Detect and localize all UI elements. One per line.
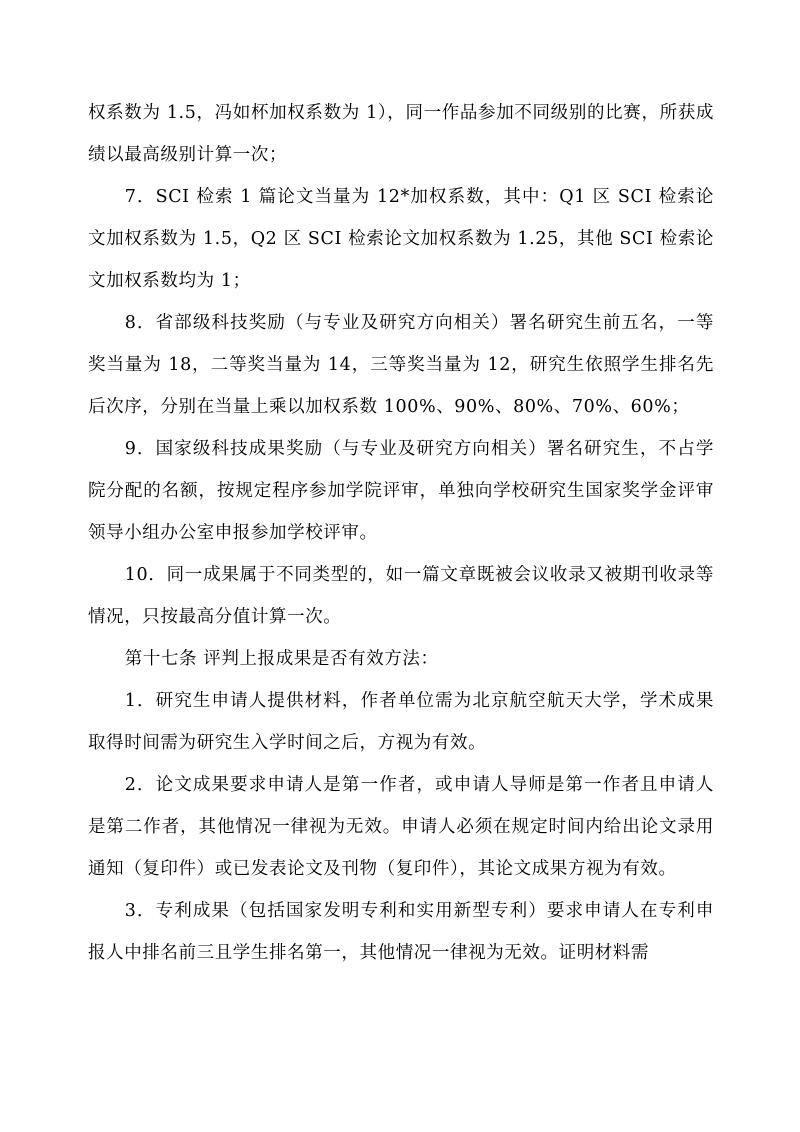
paragraph-article-17-item-1: 1．研究生申请人提供材料，作者单位需为北京航空航天大学，学术成果取得时间需为研究生入学时间之后，方视为有效。	[88, 691, 714, 753]
document-body	[88, 92, 714, 974]
paragraph-item-8: 8．省部级科技奖励（与专业及研究方向相关）署名研究生前五名，一等奖当量为 18，二等奖当量为 14，三等奖当量为 12，研究生依照学生排名先后次序，分别在当量上乘以加权系数 100%、90%、80%、70%、60%；	[88, 313, 714, 417]
paragraph-item-7: 7．SCI 检索 1 篇论文当量为 12*加权系数，其中：Q1 区 SCI 检索论文加权系数为 1.5，Q2 区 SCI 检索论文加权系数为 1.25，其他 SCI 检索论文加权系数均为 1；	[88, 187, 714, 291]
heading-article-17: 第十七条 评判上报成果是否有效方法：	[124, 649, 439, 669]
paragraph-item-10: 10．同一成果属于不同类型的，如一篇文章既被会议收录又被期刊收录等情况，只按最高分值计算一次。	[88, 565, 714, 627]
paragraph-item-9: 9．国家级科技成果奖励（与专业及研究方向相关）署名研究生，不占学院分配的名额，按规定程序参加学院评审，单独向学校研究生国家奖学金评审领导小组办公室申报参加学校评审。	[88, 439, 714, 543]
paragraph-article-17-item-2: 2．论文成果要求申请人是第一作者，或申请人导师是第一作者且申请人是第二作者，其他情况一律视为无效。申请人必须在规定时间内给出论文录用通知（复印件）或已发表论文及刊物（复印件），其论文成果方视为有效。	[88, 775, 714, 879]
paragraph-continued-item-6: 权系数为 1.5，冯如杯加权系数为 1），同一作品参加不同级别的比赛，所获成绩以最高级别计算一次；	[88, 103, 714, 165]
paragraph-article-17-item-3: 3．专利成果（包括国家发明专利和实用新型专利）要求申请人在专利申报人中排名前三且学生排名第一，其他情况一律视为无效。证明材料需	[88, 901, 714, 963]
